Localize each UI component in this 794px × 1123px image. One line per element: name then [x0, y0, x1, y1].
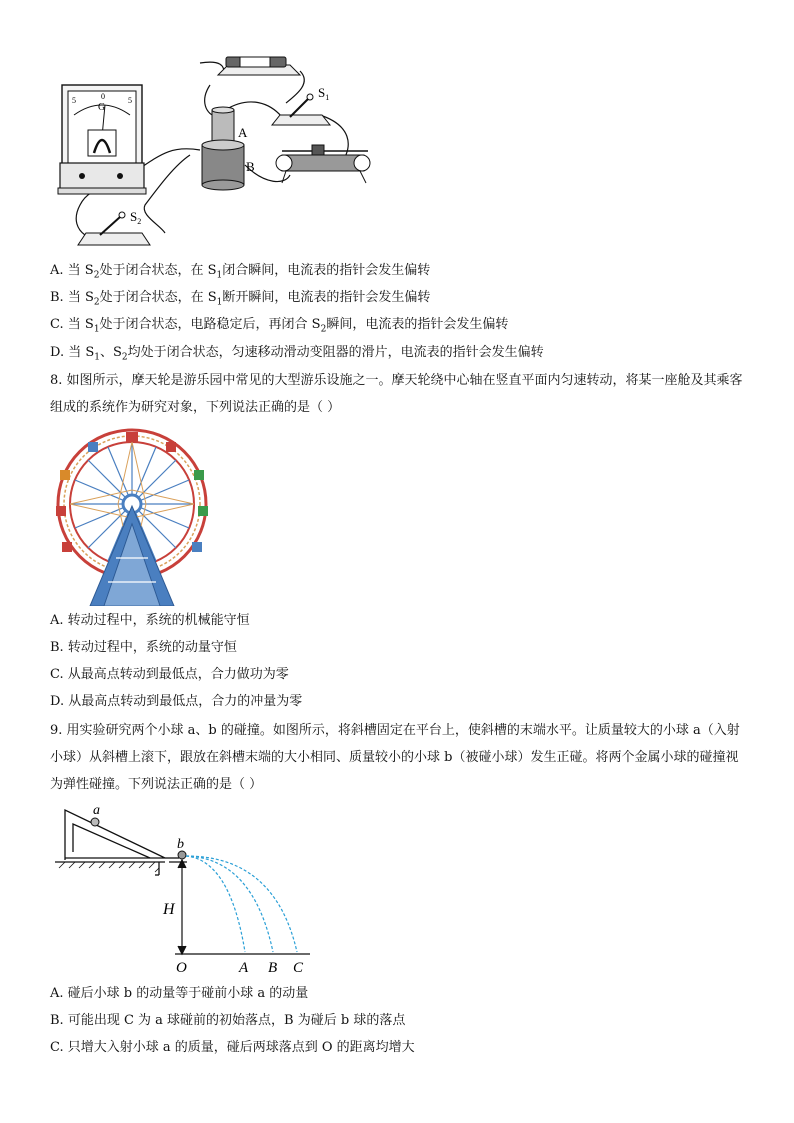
q8-option-d: D. 从最高点转动到最低点，合力的冲量为零 [50, 694, 303, 709]
q8-option-c: C. 从最高点转动到最低点，合力做功为零 [50, 667, 289, 682]
point-c-label: C [293, 960, 304, 976]
q9-option-b: B. 可能出现 C 为 a 球碰前的初始落点，B 为碰后 b 球的落点 [50, 1013, 406, 1028]
ball-a-label: a [93, 803, 100, 818]
q7-option-c: C. 当 $S_1$处于闭合状态，电路稳定后，再闭合 $S_2$瞬间，电流表的指针会发生偏转 [50, 317, 509, 335]
ball-a [91, 818, 99, 826]
coil-a-label: A [238, 125, 248, 140]
q8-stem: 8. 如图所示，摩天轮是游乐园中常见的大型游乐设施之一。摩天轮绕中心轴在竖直平面内匀速转动，将某一座舱及其乘客组成的系统作为研究对象，下列说法正确的是（ ） [50, 373, 743, 415]
battery [218, 57, 300, 75]
collision-figure [55, 800, 325, 978]
s1-label: $S_1$ [318, 85, 330, 102]
wheel-support [90, 506, 174, 606]
galvanometer-letter: G [98, 102, 106, 113]
q9-stem: 9. 用实验研究两个小球 a、b 的碰撞。如图所示，将斜槽固定在平台上，使斜槽的末端水平。让质量较大的小球 a（入射小球）从斜槽上滚下，跟放在斜槽末端的大小相同、质量较小的小球 b（被碰小球）发生正碰。将两个金属小球的碰撞视为弹性碰撞。下列说法正确的是（ ） [50, 723, 740, 792]
s2-label: $S_2$ [130, 209, 142, 226]
origin-label: O [176, 960, 187, 976]
point-a-label: A [239, 960, 249, 976]
ferris-wheel-figure [46, 428, 222, 606]
point-b-label: B [268, 960, 278, 976]
galvanometer [58, 85, 146, 194]
q9-option-a: A. 碰后小球 b 的动量等于碰前小球 a 的动量 [50, 986, 309, 1001]
ball-b [178, 851, 186, 859]
coil [202, 107, 255, 190]
switch-s1 [272, 85, 330, 125]
circuit-figure [50, 55, 380, 255]
scale-mid-label: 0 [101, 92, 105, 101]
q7-option-a: A. 当 $S_2$处于闭合状态，在 $S_1$闭合瞬间，电流表的指针会发生偏转 [50, 263, 431, 281]
trajectories [186, 856, 297, 952]
q9-option-c: C. 只增大入射小球 a 的质量，碰后两球落点到 O 的距离均增大 [50, 1040, 415, 1055]
scale-right-label: 5 [128, 96, 132, 105]
ground-hatch [59, 862, 159, 872]
q7-option-b: B. 当 $S_2$处于闭合状态，在 $S_1$断开瞬间，电流表的指针会发生偏转 [50, 290, 431, 308]
q8-option-a: A. 转动过程中，系统的机械能守恒 [50, 613, 250, 628]
scale-left-label: 5 [72, 96, 76, 105]
ramp [55, 810, 179, 875]
ball-b-label: b [177, 837, 184, 852]
coil-b-label: B [246, 159, 255, 174]
switch-s2 [78, 209, 150, 245]
rheostat [276, 145, 370, 183]
q8-option-b: B. 转动过程中，系统的动量守恒 [50, 640, 237, 655]
q7-option-d: D. 当 $S_1$、$S_2$均处于闭合状态，匀速移动滑动变阻器的滑片，电流表的指针会发生偏转 [50, 345, 544, 363]
height-label: H [163, 901, 175, 918]
